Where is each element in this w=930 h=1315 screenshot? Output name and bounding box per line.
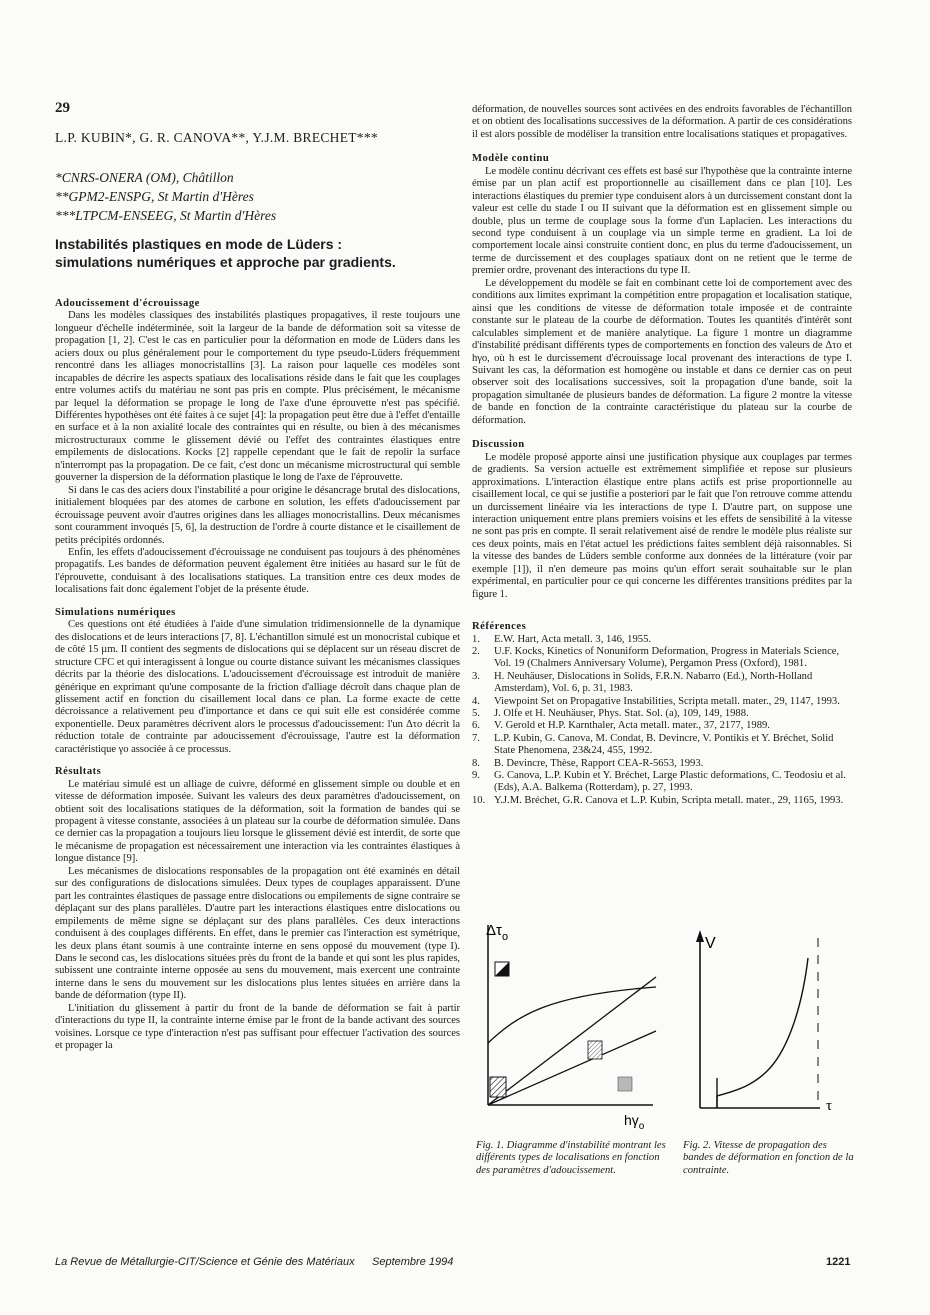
left-column xyxy=(55,298,460,1053)
affiliation-3: ***LTPCM-ENSEEG, St Martin d'Hères xyxy=(55,208,277,223)
right-column xyxy=(472,104,852,807)
figure-2-diagram xyxy=(690,928,858,1133)
paragraph: Dans les modèles classiques des instabilités plastiques propagatives, il reste toujours une longueur d'échelle indéterminée, soit la largeur de la bande de déformation soit sa vitesse de propagation [1, 2]. C'est le cas en particulier pour la déformation en mode de Lüders dans les aciers doux ou plus généralement pour le comportement du type pseudo-Lüders fréquemment rencontré dans les alliages monocristallins [3]. La raison pour laquelle ces modèles sont incapables de décrire les aspects spatiaux des localisations réside dans le fait que les couplages entre volumes actifs du matériau ne sont pas pris en compte. Plus précisément, le mécanisme par lequel la déformation se propage le long de l'axe d'une éprouvette n'est pas spécifié. Différentes hypothèses ont été faites à ce sujet [4]: la propagation peut être due à l'effet d'entaille en surface et à la non axialité locale des contraintes qui en résulte, ou bien à des mécanismes microstructuraux comme le glissement dévié ou l'effet des contraintes élastiques entre empilements de dislocations. Kocks [2] rappelle cependant que le fait de repolir la surface n'interrompt pas la propagation. De ce fait, c'est donc un mécanisme microstructural qui semble gouverner la dispersion de la déformation plastique le long de l'axe de l'éprouvette. xyxy=(55,310,460,484)
x-axis-label: τ xyxy=(826,1098,833,1114)
issue-date: Septembre 1994 xyxy=(372,1256,454,1268)
reference-list xyxy=(472,634,852,808)
reference-item: 10. Y.J.M. Bréchet, G.R. Canova et L.P. Kubin, Scripta metall. mater., 29, 1165, 1993. xyxy=(472,794,844,806)
y-axis-label: $\Delta\tau_o$ xyxy=(486,922,509,943)
paragraph: L'initiation du glissement à partir du front de la bande de déformation se fait à partir d'interactions du type II, la contrainte interne émise par le front de la bande activant des sources voisines. Lorsque ce type d'interaction n'est pas suffisant pour effectuer l'activation des sources et propager la xyxy=(55,1002,460,1052)
journal-name: La Revue de Métallurgie-CIT/Science et Génie des Matériaux xyxy=(55,1256,355,1268)
title-line-1: Instabilités plastiques en mode de Lüders : xyxy=(55,236,343,252)
paragraph: Les mécanismes de dislocations responsables de la propagation ont été examinés en détail sur des configurations de dislocations simulées. Deux types de couplages apparaissent. D'une part les contraintes élastiques de passage entre dislocations ou empilements de signe contraire se déplaçant sur des plans parallèles. D'autre part les interactions élastiques entre dislocations ou empilements de même signe se déplaçant sur des plans parallèles. Ces deux interactions conduisent à des couplages différents. En effet, dans le premier cas l'interaction est symétrique, les deux plans étant soumis à une contrainte interne en sens opposé du mouvement (type I). Dans le second cas, les dislocations situées près du front de la bande et qui sont les plus rapides, subissent une contrainte interne opposée au sens du mouvement, mais exercent une contrainte interne dans le sens du mouvement sur les dislocations plus lentes situées en arrière dans la bande de déformation (type II). xyxy=(55,865,460,1002)
section-heading-resultats: Résultats xyxy=(55,766,102,778)
figure-1-caption: Fig. 1. Diagramme d'instabilité montrant les différents types de localisations en fonction des paramètres d'adoucissement. xyxy=(476,1140,666,1176)
affiliation-1: *CNRS-ONERA (OM), Châtillon xyxy=(55,170,234,185)
page-number: 29 xyxy=(55,100,70,116)
reference-item: 9. G. Canova, L.P. Kubin et Y. Bréchet, Large Plastic deformations, C. Teodosiu et al. (Eds), A.A. Balkema (Rotterdam), p. 27, 1993. xyxy=(472,770,846,794)
paragraph: Le modèle continu décrivant ces effets est basé sur l'hypothèse que la contrainte interne émise par un plan actif est proportionnelle au cisaillement dans ce plan [10]. Les interactions élastiques du premier type conduisent alors à un durcissement constant dont la valeur est celle du stade I ou II suivant que la déformation est en glissement simple ou double, plus un terme de couplage sous la forme d'un Laplacien. Les interactions du second type conduisent à un couplage via un simple terme en gradient. La loi de comportement locale ainsi construite contient donc, en plus du terme d'adoucissement, un terme de durcissement et des couplages spatiaux dont on ne retient que le terme de premier ordre, provenant des interactions du type II. xyxy=(472,165,852,277)
section-heading-simulations: Simulations numériques xyxy=(55,606,176,618)
page-number-footer: 1221 xyxy=(826,1256,851,1268)
figure-1-diagram xyxy=(478,905,680,1130)
reference-item: 1. E.W. Hart, Acta metall. 3, 146, 1955. xyxy=(472,633,652,645)
paragraph: Le développement du modèle se fait en combinant cette loi de comportement avec des conditions aux limites exprimant la compétition entre propagation et localisation statique, ainsi que les conditions de vitesse de déformation totale imposée et de contrainte constante sur le plateau de la courbe de déformation. Toutes les quantités d'intérêt sont calculables simplement et de manière analytique. La figure 1 montre un diagramme d'instabilité prédisant différents types de comportements en fonction des valeurs de Δτo et hγo, où h est le durcissement d'écrouissage local provenant des interactions de type I. Suivant les cas, la déformation est homogène ou instable et dans ce dernier cas on peut observer soit des localisations successives, soit la propagation d'une bande, soit la propagation simultanée de plusieurs bandes de déformation. La figure 2 montre la vitesse de bande en fonction de la contrainte caractéristique du plateau sur la courbe de déformation. xyxy=(472,277,852,426)
reference-item: 2. U.F. Kocks, Kinetics of Nonuniform Deformation, Progress in Materials Science, Vol. 19 (Chalmers Anniversary Volume), Pergamon Press (Oxford), 1981. xyxy=(472,645,840,670)
y-axis-arrow-icon xyxy=(696,930,704,942)
reference-item: 7. L.P. Kubin, G. Canova, M. Condat, B. Devincre, V. Pontikis et Y. Bréchet, Solid State Phenomena, 23&24, 455, 1992. xyxy=(472,732,834,757)
region-marker-2 xyxy=(588,1041,602,1059)
authors: L.P. KUBIN*, G. R. CANOVA**, Y.J.M. BRECHET*** xyxy=(55,130,378,145)
region-marker-3 xyxy=(490,1077,506,1097)
reference-item: 3. H. Neuhäuser, Dislocations in Solids, F.R.N. Nabarro (Ed.), North-Holland Amsterdam), Vol. 6, p. 31, 1983. xyxy=(472,670,813,695)
y-axis-label: V xyxy=(705,935,716,952)
figure-2-caption: Fig. 2. Vitesse de propagation des bandes de déformation en fonction de la contrainte. xyxy=(683,1140,854,1176)
reference-item: 5. J. Olfe et H. Neuhäuser, Phys. Stat. Sol. (a), 109, 149, 1988. xyxy=(472,707,749,719)
reference-item: 8. B. Devincre, Thèse, Rapport CEA-R-5653, 1993. xyxy=(472,757,704,769)
section-heading-references: Références xyxy=(472,621,527,633)
paragraph: déformation, de nouvelles sources sont activées en des endroits favorables de l'échantillon et on obtient des localisations successives de la déformation. A partir de ces considérations il est alors possible de modéliser la transition entre localisations statiques et propagatives. xyxy=(472,104,852,140)
paragraph: Ces questions ont été étudiées à l'aide d'une simulation tridimensionnelle de la dynamique des dislocations et de leurs interactions [7, 8]. L'échantillon simulé est un monocristal cubique et de côté 15 µm. Il contient des segments de dislocations qui se déplacent sur un réseau discret de structure CFC et qui interagissent à longue ou courte distance suivant les mécanismes classiques décrits par la théorie des dislocations. L'adoucissement d'écrouissage est introduit de manière générique en exprimant qu'une composante de la friction d'alliage décroît dans chaque plan de glissement actif en fonction du cisaillement local dans ce plan. La forme exacte de cette décroissance a relativement peu d'importance et dans ce qui suit elle est considérée comme exponentielle. Deux paramètres décrivent alors le processus d'adoucissement: l'un Δτo décrit la réduction totale de contrainte par adoucissement d'écrouissage, l'autre est la déformation caractéristique γo associée à ce processus. xyxy=(55,619,460,755)
x-axis-label: $h\gamma_o$ xyxy=(624,1112,645,1130)
section-heading-modele-continu: Modèle continu xyxy=(472,153,550,165)
reference-item: 6. V. Gerold et H.P. Karnthaler, Acta metall. mater., 37, 2177, 1989. xyxy=(472,720,770,732)
affiliation-2: **GPM2-ENSPG, St Martin d'Hères xyxy=(55,189,254,204)
reference-item: 4. Viewpoint Set on Propagative Instabilities, Scripta metall. mater., 29, 1147, 1993. xyxy=(472,695,840,707)
paragraph: Le modèle proposé apporte ainsi une justification physique aux couplages par termes de gradients. Sa version actuelle est extrêmement simplifiée et repose sur plusieurs approximations. L'interaction élastique entre plans actifs est prise proportionnelle au cisaillement local, ce qui se justifie a posteriori par le fait que l'on retrouve comme attendu un durcissement linéaire via les interactions de type I. D'autre part, on suppose une interaction uniquement entre plans premiers voisins et les effets de sensibilité à la vitesse ne sont pas pris en compte. Il serait relativement aisé de rendre le modèle plus réaliste sur ces deux points, mais en l'état actuel les prédictions faites semblent déjà raisonnables. Si la vitesse des bandes de Lüders semble conforme aux données de la littérature (voir par exemple [1]), il n'en demeure pas moins qu'un effort serait souhaitable sur le plan expérimental, en particulier pour ce qui concerne les différentes transitions prédites par la figure 1. xyxy=(472,451,852,600)
region-marker-4 xyxy=(618,1077,632,1091)
paragraph: Si dans le cas des aciers doux l'instabilité a pour origine le désancrage brutal des dislocations, initialement bloquées par des atomes de carbone en solution, les effets d'adoucissement par écrouissage peuvent avoir d'autres origines dans les alliages monocristallins. Deux mécanismes sont couramment invoqués [5, 6], la destruction de l'ordre à courte distance et le cisaillement de petits précipités ordonnés. xyxy=(55,484,460,546)
article-title xyxy=(55,235,455,271)
title-line-2: simulations numériques et approche par gradients. xyxy=(55,254,396,270)
section-heading-adoucissement: Adoucissement d'écrouissage xyxy=(55,298,200,309)
paragraph: Enfin, les effets d'adoucissement d'écrouissage ne conduisent pas toujours à des phénomènes propagatifs. Les bandes de déformation peuvent également être initiées au hasard sur le fût de l'éprouvette, conduisant à des localisations statiques. La transition entre ces deux modes de localisations fait donc également l'objet de la présente étude. xyxy=(55,547,460,596)
velocity-curve xyxy=(717,958,808,1108)
section-heading-discussion: Discussion xyxy=(472,439,525,451)
paragraph: Le matériau simulé est un alliage de cuivre, déformé en glissement simple ou double et en vitesse de déformation imposée. Suivant les valeurs des deux paramètres d'adoucissement, on obtient soit des localisations statiques de la déformation, soit la formation de bandes qui se propagent à vitesse constante, associées à un plateau sur la courbe de déformation simulée. Dans ce dernier cas la propagation a toujours lieu lorsque le glissement dévié est interdit, de sorte que le mécanisme de propagation est nécessairement une interaction via les contraintes élastiques à longue distance [9]. xyxy=(55,778,460,865)
boundary-line-lower xyxy=(488,1031,656,1105)
